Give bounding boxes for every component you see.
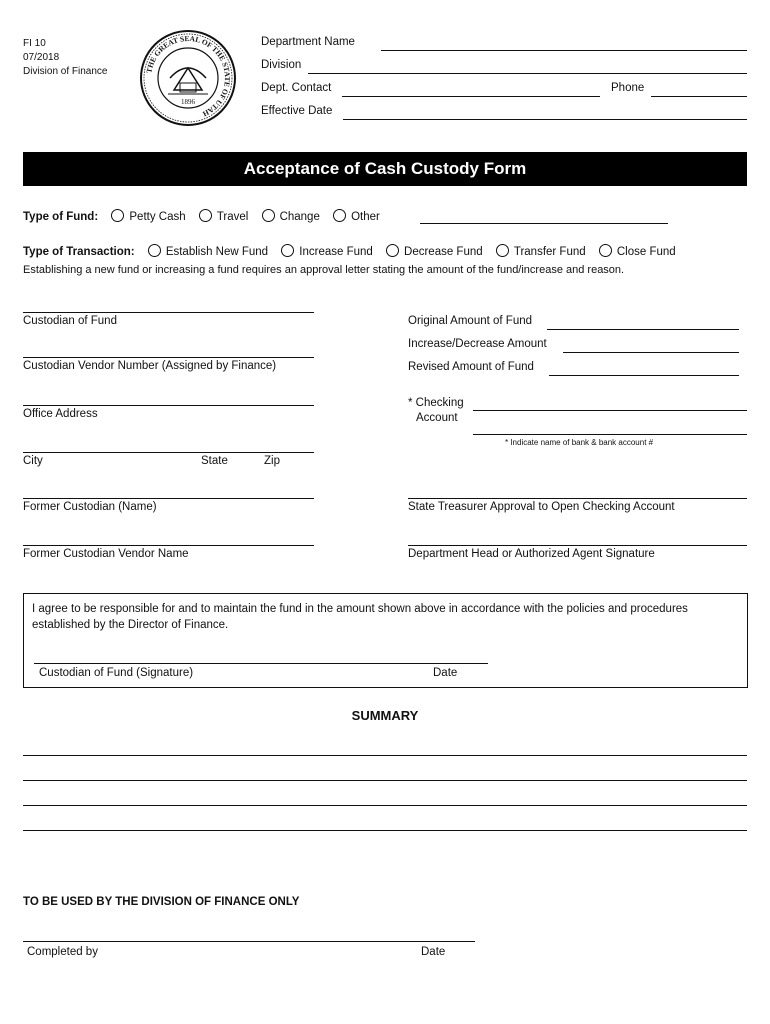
radio-icon bbox=[199, 209, 212, 222]
custodian-signature-label: Custodian of Fund (Signature) bbox=[39, 667, 194, 679]
transaction-option-decrease[interactable]: Decrease Fund bbox=[386, 244, 483, 258]
fund-option-change[interactable]: Change bbox=[262, 209, 320, 223]
radio-icon bbox=[281, 244, 294, 257]
fund-option-other[interactable]: Other bbox=[333, 209, 380, 223]
city-label: City bbox=[23, 455, 43, 467]
completed-by-label: Completed by bbox=[27, 946, 98, 958]
form-number: FI 10 bbox=[23, 38, 46, 49]
state-seal-icon bbox=[138, 28, 238, 128]
change-amount-field[interactable] bbox=[563, 352, 739, 353]
former-custodian-label: Former Custodian (Name) bbox=[23, 501, 157, 513]
radio-icon bbox=[111, 209, 124, 222]
radio-icon bbox=[148, 244, 161, 257]
state-label: State bbox=[201, 455, 228, 467]
transaction-option-increase[interactable]: Increase Fund bbox=[281, 244, 373, 258]
form-date: 07/2018 bbox=[23, 52, 60, 63]
radio-icon bbox=[599, 244, 612, 257]
bank-name-field[interactable] bbox=[473, 410, 747, 411]
bank-account-field[interactable] bbox=[473, 434, 747, 435]
fund-type-row bbox=[23, 209, 380, 223]
finance-only-heading: TO BE USED BY THE DIVISION OF FINANCE ONLY bbox=[23, 896, 300, 908]
bank-note: * Indicate name of bank & bank account # bbox=[505, 438, 654, 447]
transaction-option-close[interactable]: Close Fund bbox=[599, 244, 676, 258]
zip-label: Zip bbox=[264, 455, 280, 467]
transaction-note: Establishing a new fund or increasing a fund requires an approval letter stating the amount of the fund/increase and reason. bbox=[23, 264, 625, 276]
former-vendor-field[interactable] bbox=[23, 545, 314, 546]
agreement-text: I agree to be responsible for and to maintain the fund in the amount shown above in accordance with the policies and procedures established by the Director of Finance. bbox=[32, 603, 688, 631]
fund-type-label: Type of Fund: bbox=[23, 211, 99, 223]
fund-option-travel[interactable]: Travel bbox=[199, 209, 249, 223]
summary-heading: SUMMARY bbox=[351, 708, 419, 723]
custodian-signature-field[interactable] bbox=[34, 663, 488, 664]
former-custodian-field[interactable] bbox=[23, 498, 314, 499]
treasurer-approval-field[interactable] bbox=[408, 498, 747, 499]
fund-other-field[interactable] bbox=[420, 223, 668, 224]
radio-icon bbox=[386, 244, 399, 257]
original-amount-label: Original Amount of Fund bbox=[408, 315, 533, 327]
agreement-box bbox=[23, 593, 748, 688]
seal-text: THE GREAT SEAL OF THE STATE OF UTAH bbox=[144, 33, 233, 119]
department-name-label: Department Name bbox=[261, 36, 355, 48]
phone-field[interactable] bbox=[651, 96, 747, 97]
dept-head-signature-label: Department Head or Authorized Agent Signature bbox=[408, 548, 655, 560]
revised-amount-field[interactable] bbox=[549, 375, 739, 376]
checking-account-label: * Checking Account bbox=[408, 397, 464, 424]
effective-date-label: Effective Date bbox=[261, 105, 333, 117]
completed-by-field[interactable] bbox=[23, 941, 475, 942]
city-state-zip-field[interactable] bbox=[23, 452, 314, 453]
division-field-label: Division bbox=[261, 59, 302, 71]
radio-icon bbox=[333, 209, 346, 222]
seal-year: 1896 bbox=[181, 98, 195, 106]
treasurer-approval-label: State Treasurer Approval to Open Checking Account bbox=[408, 501, 675, 513]
radio-icon bbox=[496, 244, 509, 257]
phone-label: Phone bbox=[611, 82, 645, 94]
department-name-field[interactable] bbox=[381, 50, 747, 51]
original-amount-field[interactable] bbox=[547, 329, 739, 330]
former-vendor-label: Former Custodian Vendor Name bbox=[23, 548, 189, 560]
radio-icon bbox=[262, 209, 275, 222]
transaction-option-establish[interactable]: Establish New Fund bbox=[148, 244, 268, 258]
transaction-type-row bbox=[23, 244, 676, 258]
division-name: Division of Finance bbox=[23, 66, 108, 77]
agreement-date-label: Date bbox=[433, 667, 458, 679]
revised-amount-label: Revised Amount of Fund bbox=[408, 361, 534, 373]
dept-contact-field[interactable] bbox=[342, 96, 600, 97]
custodian-label: Custodian of Fund bbox=[23, 315, 117, 327]
effective-date-field[interactable] bbox=[343, 119, 747, 120]
summary-line-1[interactable] bbox=[23, 755, 747, 756]
vendor-number-field[interactable] bbox=[23, 357, 314, 358]
office-address-label: Office Address bbox=[23, 408, 98, 420]
transaction-type-label: Type of Transaction: bbox=[23, 246, 135, 258]
vendor-number-label: Custodian Vendor Number (Assigned by Finance) bbox=[23, 360, 277, 372]
division-field[interactable] bbox=[308, 73, 747, 74]
summary-line-2[interactable] bbox=[23, 780, 747, 781]
dept-head-signature-field[interactable] bbox=[408, 545, 747, 546]
custodian-field[interactable] bbox=[23, 312, 314, 313]
transaction-option-transfer[interactable]: Transfer Fund bbox=[496, 244, 586, 258]
fund-option-petty-cash[interactable]: Petty Cash bbox=[111, 209, 185, 223]
summary-line-4[interactable] bbox=[23, 830, 747, 831]
dept-contact-label: Dept. Contact bbox=[261, 82, 332, 94]
finance-date-label: Date bbox=[421, 946, 446, 958]
office-address-field[interactable] bbox=[23, 405, 314, 406]
summary-line-3[interactable] bbox=[23, 805, 747, 806]
form-id-block bbox=[23, 37, 107, 79]
change-amount-label: Increase/Decrease Amount bbox=[408, 338, 547, 350]
form-title: Acceptance of Cash Custody Form bbox=[23, 152, 747, 186]
